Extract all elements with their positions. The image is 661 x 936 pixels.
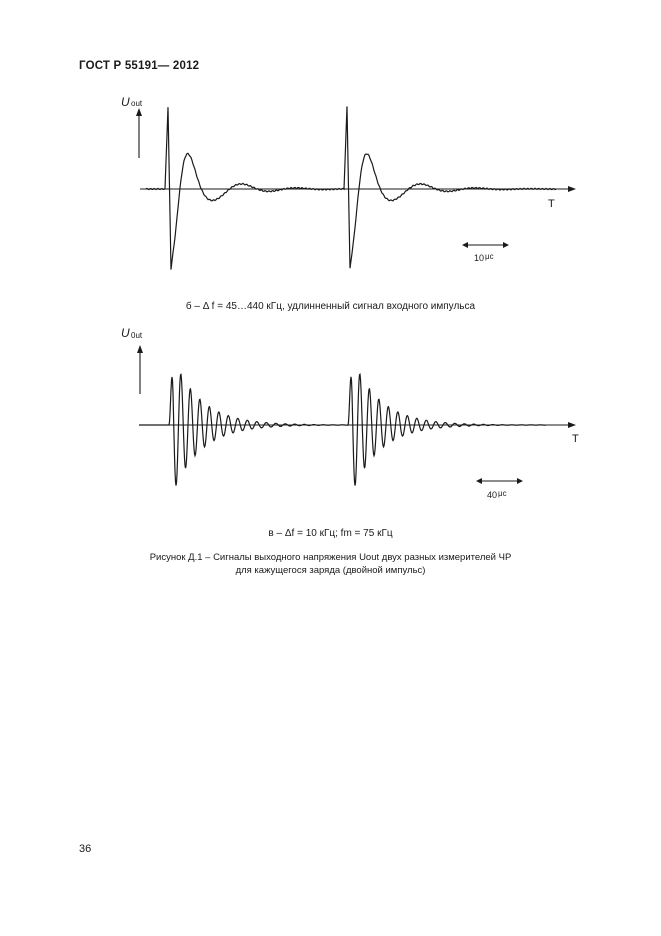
- time-scale-unit: μс: [485, 252, 494, 261]
- y-axis-label-sub: 0ut: [131, 331, 143, 340]
- x-axis-label: T: [572, 433, 579, 445]
- page-number: 36: [79, 843, 92, 855]
- y-axis-label: U: [121, 326, 130, 340]
- x-axis-label: T: [548, 198, 555, 210]
- y-axis-label: U: [121, 95, 130, 109]
- x-arrow-head: [568, 422, 576, 428]
- scale-arrow-right: [517, 478, 523, 484]
- time-scale-label: 10: [474, 253, 485, 263]
- y-arrow-head: [137, 345, 143, 353]
- time-scale-label: 40: [487, 490, 498, 500]
- figure-title-line1: Рисунок Д.1 – Сигналы выходного напряжения Uout двух разных измерителей ЧР: [149, 552, 512, 563]
- document-header: ГОСТ Р 55191— 2012: [79, 60, 200, 72]
- y-axis-label-sub: out: [131, 99, 143, 108]
- figure-title-line2: для кажущегося заряда (двойной импульс): [235, 565, 426, 576]
- signal-trace: [139, 374, 546, 485]
- figure-b-caption: б – Δ f = 45…440 кГц, удлинненный сигнал входного импульса: [185, 301, 476, 312]
- figure-c-caption: в – Δf = 10 кГц; fm = 75 кГц: [268, 528, 393, 539]
- time-scale-unit: μс: [498, 489, 507, 498]
- scale-arrow-left: [476, 478, 482, 484]
